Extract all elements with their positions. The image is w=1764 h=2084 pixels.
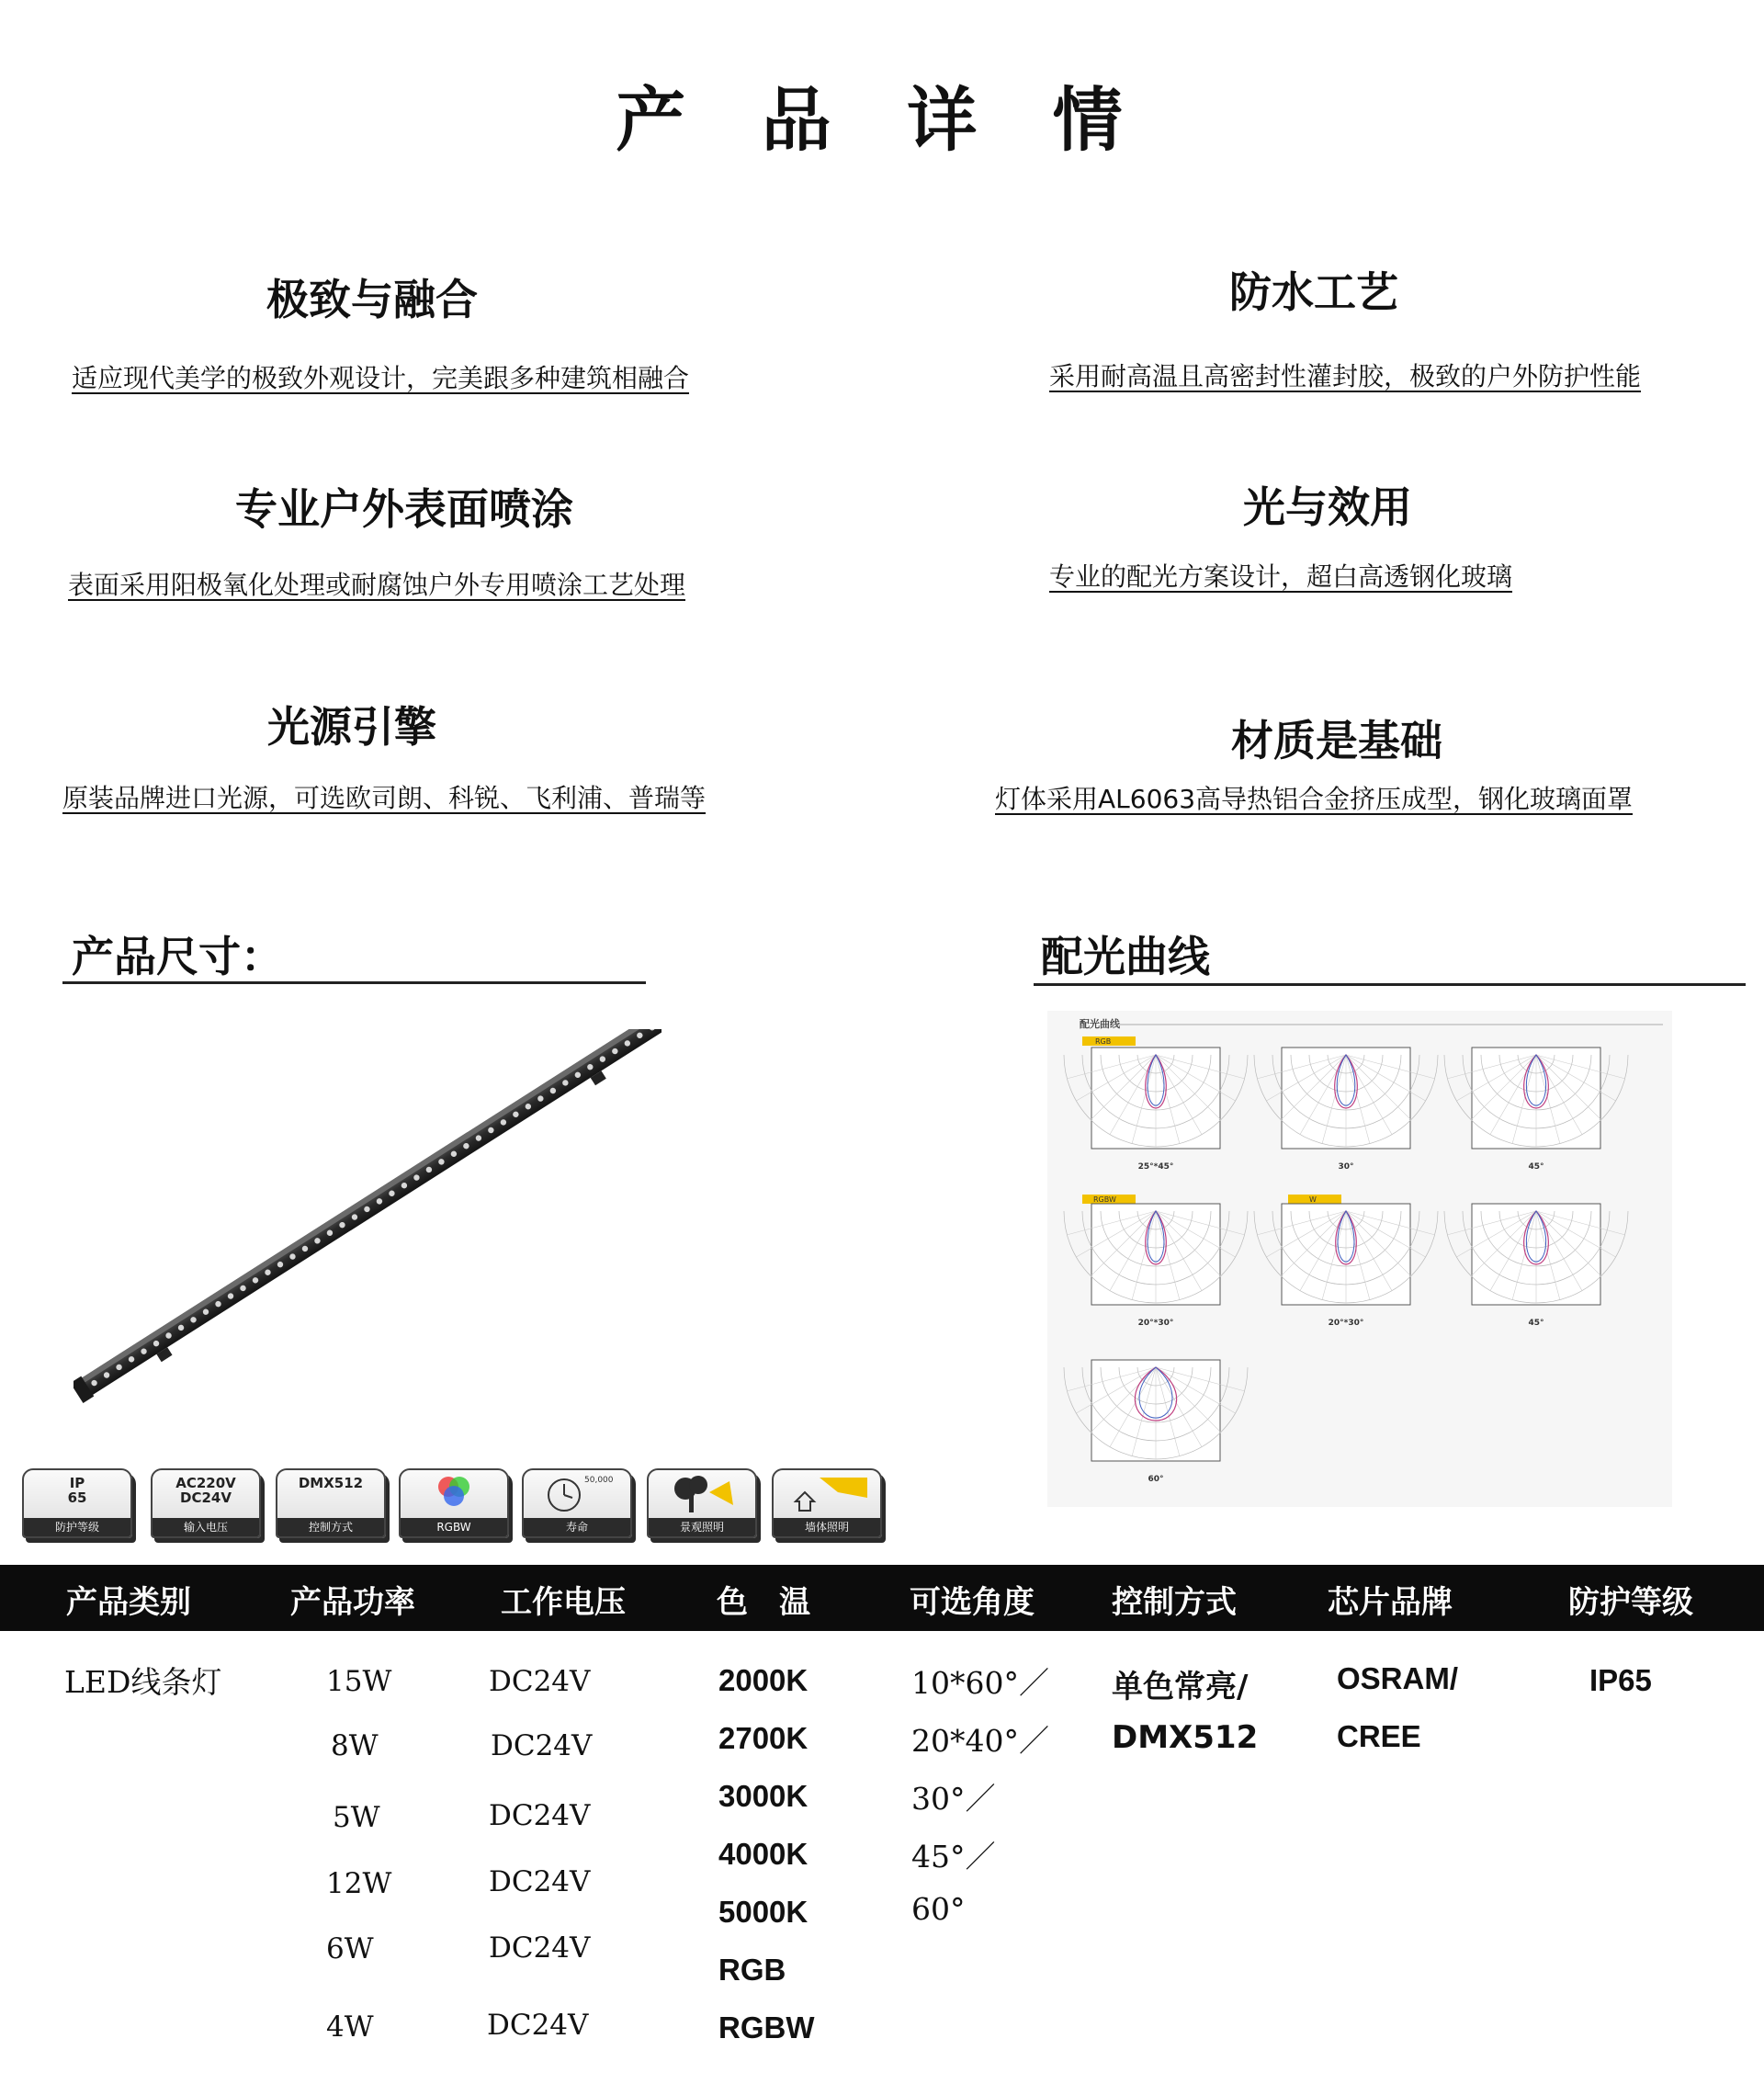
polar-curve-diagram: [1064, 1360, 1248, 1484]
badge-landscape: [647, 1468, 757, 1538]
table-cell-color-temp: 2700K: [718, 1721, 808, 1755]
table-cell-voltage: DC24V: [489, 1865, 591, 1898]
table-cell-voltage: DC24V: [491, 1729, 593, 1762]
table-cell-angle: 10*60°／: [911, 1665, 1049, 1701]
table-cell-power: 4W: [326, 2010, 374, 2044]
feature-desc: 原装品牌进口光源，可选欧司朗、科锐、飞利浦、普瑞等: [62, 783, 707, 813]
lifetime-value: 50,000: [584, 1476, 614, 1485]
led-linear-bar-image: [74, 1029, 662, 1406]
table-cell-chip: CREE: [1337, 1719, 1421, 1753]
table-cell-power: 5W: [333, 1801, 380, 1834]
polar-curve-diagram: [1064, 1048, 1248, 1172]
table-cell-color-temp: 2000K: [718, 1663, 808, 1697]
table-cell-power: 6W: [326, 1932, 374, 1965]
table-cell-angle: 20*40°／: [911, 1723, 1049, 1759]
spec-table-header: [0, 1565, 1764, 1631]
polar-curves-figure: [1047, 1011, 1672, 1507]
feature-title: 光与效用: [1243, 482, 1412, 532]
table-cell-voltage: DC24V: [489, 1799, 591, 1832]
badge-lifetime: [522, 1468, 632, 1538]
voltage-icon: AC220V DC24V: [175, 1475, 236, 1506]
table-cell-angle: 45°／: [911, 1839, 996, 1874]
table-header-chip: 芯片品牌: [1328, 1584, 1453, 1621]
table-cell-color-temp: 4000K: [718, 1837, 808, 1871]
polar-angle-label: 60°: [1148, 1475, 1164, 1484]
table-header-power: 产品功率: [290, 1584, 415, 1621]
polar-curve-diagram: [1444, 1048, 1628, 1172]
feature-desc: 采用耐高温且高密封性灌封胶，极致的户外防护性能: [1049, 361, 1642, 391]
table-cell-power: 12W: [326, 1867, 392, 1900]
page-title: 产 品 详 情: [616, 79, 1148, 161]
table-cell-power: 8W: [331, 1729, 379, 1762]
badge-label: 墙体照明: [774, 1518, 880, 1536]
table-cell-angle: 30°／: [911, 1781, 996, 1817]
table-cell-color-temp: 5000K: [718, 1895, 808, 1929]
badge-wall-wash: [772, 1468, 882, 1538]
badge-label: 景观照明: [649, 1518, 755, 1536]
section-title-dimensions: 产品尺寸：: [72, 932, 283, 981]
badge-label: 寿命: [524, 1518, 630, 1536]
ip65-icon: IP 65: [67, 1475, 87, 1506]
table-header-voltage: 工作电压: [501, 1584, 626, 1621]
table-cell-control: DMX512: [1112, 1719, 1259, 1756]
badge-label: 防护等级: [24, 1518, 130, 1536]
polar-group-label: RGBW: [1093, 1195, 1116, 1204]
table-cell-angle: 60°: [911, 1891, 966, 1927]
badge-label: RGBW: [401, 1518, 507, 1536]
feature-desc: 适应现代美学的极致外观设计，完美跟多种建筑相融合: [72, 363, 690, 393]
polar-group-label: RGB: [1095, 1037, 1112, 1046]
table-cell-color-temp: RGBW: [718, 2010, 815, 2044]
table-cell-voltage: DC24V: [489, 1665, 591, 1698]
polar-angle-label: 20°*30°: [1328, 1319, 1364, 1328]
polar-angle-label: 30°: [1338, 1162, 1354, 1172]
table-cell-protection: IP65: [1589, 1663, 1652, 1697]
section-divider: [62, 981, 646, 984]
polar-angle-label: 45°: [1528, 1319, 1544, 1328]
polar-group-label: W: [1309, 1195, 1317, 1204]
feature-title: 防水工艺: [1229, 267, 1398, 317]
section-title-light-curve: 配光曲线: [1041, 932, 1210, 981]
polar-curve-diagram: [1254, 1204, 1438, 1328]
section-divider: [1034, 983, 1746, 986]
table-cell-voltage: DC24V: [487, 2009, 589, 2042]
polar-curve-diagram: [1444, 1204, 1628, 1328]
table-header-angle: 可选角度: [910, 1584, 1035, 1621]
table-cell-control: 单色常亮/: [1112, 1669, 1249, 1705]
polar-panel-title: 配光曲线: [1080, 1018, 1120, 1030]
landscape-tree-icon: [665, 1474, 739, 1514]
feature-title: 专业户外表面喷涂: [235, 484, 573, 534]
table-cell-power: 15W: [326, 1665, 392, 1698]
dmx-icon: DMX512: [298, 1475, 364, 1491]
table-cell-color-temp: RGB: [718, 1953, 786, 1987]
feature-title: 极致与融合: [266, 275, 478, 324]
feature-title: 光源引擎: [267, 702, 436, 752]
polar-curve-diagram: [1064, 1204, 1248, 1328]
table-cell-color-temp: 3000K: [718, 1779, 808, 1813]
polar-curve-diagram: [1254, 1048, 1438, 1172]
table-header-protection: 防护等级: [1568, 1584, 1693, 1621]
polar-angle-label: 20°*30°: [1137, 1319, 1174, 1328]
polar-angle-label: 25°*45°: [1137, 1162, 1174, 1172]
feature-desc: 专业的配光方案设计，超白高透钢化玻璃: [1049, 561, 1513, 592]
table-header-color-temp: 色 温: [717, 1584, 810, 1621]
feature-title: 材质是基础: [1231, 716, 1442, 765]
badge-voltage: [151, 1468, 261, 1538]
light-curve-panel: [1047, 1011, 1672, 1507]
table-header-category: 产品类别: [66, 1584, 191, 1621]
feature-desc: 灯体采用AL6063高导热铝合金挤压成型，钢化玻璃面罩: [995, 784, 1634, 814]
clock-icon: [542, 1476, 586, 1514]
table-cell-voltage: DC24V: [489, 1931, 591, 1965]
feature-desc: 表面采用阳极氧化处理或耐腐蚀户外专用喷涂工艺处理: [68, 570, 686, 600]
badge-rgbw: [399, 1468, 509, 1538]
badge-ip65: [22, 1468, 132, 1538]
wall-wash-icon: [783, 1474, 871, 1514]
badge-label: 控制方式: [277, 1518, 384, 1536]
badge-dmx: [276, 1468, 386, 1538]
rgb-color-wheel-icon: [434, 1474, 474, 1511]
table-header-control: 控制方式: [1112, 1584, 1237, 1621]
badge-label: 输入电压: [153, 1518, 259, 1536]
table-cell-chip: OSRAM/: [1337, 1661, 1458, 1695]
table-cell-category: LED线条灯: [64, 1664, 222, 1700]
polar-angle-label: 45°: [1528, 1162, 1544, 1172]
